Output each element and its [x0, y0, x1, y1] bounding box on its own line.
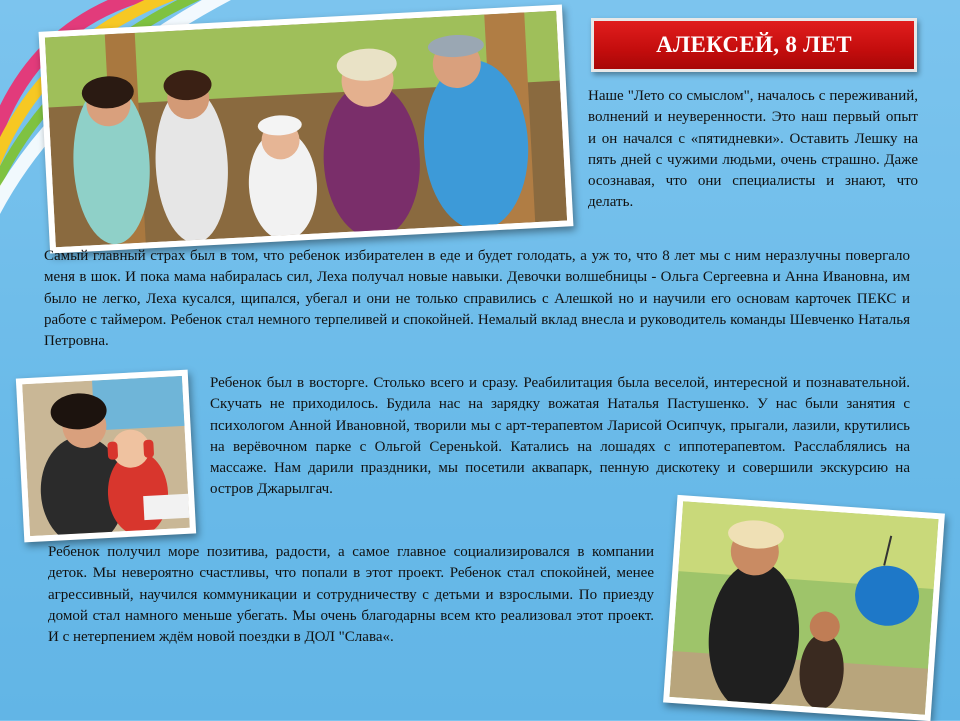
- intro-paragraph: Наше "Лето со смыслом", началось с переживаний, волнений и неуверенности. Это наш первый опыт и он начался с «пятидневки». Оставить Лешку на пять дней с чужими людьми, очень страшно. Даже осознавая, что они специалисты и знают, что делать.: [588, 88, 918, 211]
- page-title: АЛЕКСЕЙ, 8 ЛЕТ: [656, 32, 852, 57]
- result-paragraph: Ребенок получил море позитива, радости, а самое главное социализировался в компании деток. Мы невероятно счастливы, что попали в этот проект. Ребенок стал спокойней, менее агрессивный, научился коммуникации и сотрудничеству с детьми и взрослыми. По приезду домой стал намного меньше убегать. Мы очень благодарны всем кто реализовал этот проект. И с нетерпением ждём новой поездки в ДОЛ "Слава«.: [48, 544, 654, 646]
- fear-paragraph: Самый главный страх был в том, что ребенок избирателен в еде и будет голодать, а уж то, что 8 лет мы с ним неразлучны повергало меня в шок. И пока мама набиралась сил, Леха получал новые навыки. Девочки волшебницы - Ольга Сергеевна и Анна Ивановна, им было не легко, Леха кусался, щипался, убегал и они не только справились с Алешкой но и научили его основам карточек ПЕКС и работе с таймером. Ребенок стал немного терпеливей и спокойней. Немалый вклад внесла и руководитель команды Шевченко Наталья Петровна.: [44, 248, 910, 350]
- family-photo: [39, 4, 574, 253]
- title-banner: [591, 18, 917, 72]
- outdoor-photo: [663, 495, 945, 721]
- delight-paragraph: Ребенок был в восторге. Столько всего и сразу. Реабилитация была веселой, интересной и познавательной. Скучать не приходилось. Будила нас на зарядку вожатая Наталья Пастушенко. У нас были занятия с психологом Анной Ивановной, творили мы с арт-терапевтом Ларисой Осипчук, прыгали, лазили, крутились на верёвочном парке с Ольгой Сереньkой. Катались на лошадях с иппотерапевтом. Расслаблялись на массаже. Нам дарили праздники, мы посетили аквапарк, пенную дискотеку и совершили экскурсию на остров Джарылгач.: [210, 375, 910, 498]
- mother-child-photo: [16, 370, 196, 543]
